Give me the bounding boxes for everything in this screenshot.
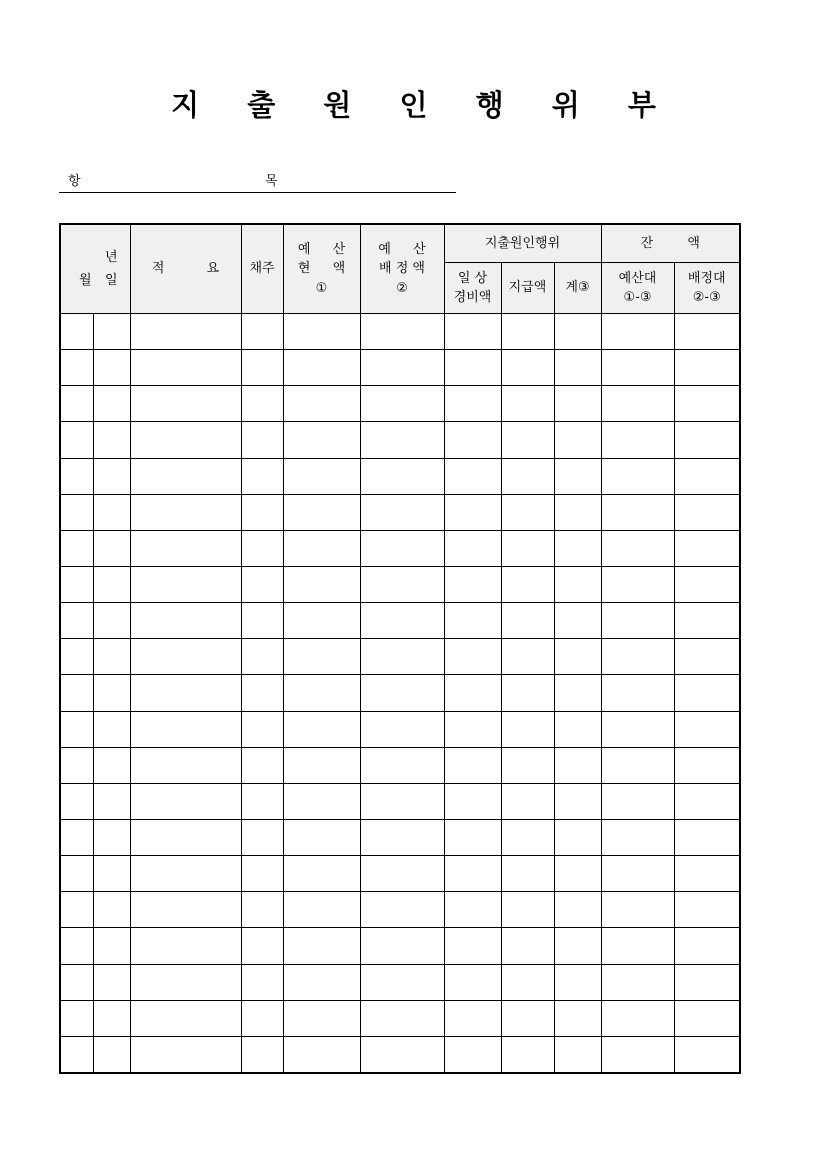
table-row [60, 928, 740, 964]
table-row [60, 964, 740, 1000]
day-cell[interactable] [93, 530, 130, 566]
balance-budget-cell[interactable] [601, 1036, 674, 1073]
budget-current-cell[interactable] [283, 675, 360, 711]
daily-expense-cell[interactable] [444, 566, 501, 602]
payment-cell[interactable] [501, 458, 554, 494]
balance-budget-cell[interactable] [601, 819, 674, 855]
summary-cell[interactable] [130, 350, 241, 386]
day-cell[interactable] [93, 422, 130, 458]
total-cell[interactable] [554, 747, 601, 783]
payment-cell[interactable] [501, 892, 554, 928]
month-cell[interactable] [60, 350, 93, 386]
budget-current-cell[interactable] [283, 892, 360, 928]
creditor-cell[interactable] [241, 566, 283, 602]
budget-current-cell[interactable] [283, 422, 360, 458]
daily-expense-cell[interactable] [444, 928, 501, 964]
budget-current-cell[interactable] [283, 314, 360, 350]
table-row [60, 314, 740, 350]
balance-allocation-cell[interactable] [674, 892, 740, 928]
budget-current-cell[interactable] [283, 711, 360, 747]
document-title: 지 출 원 인 행 위 부 [171, 88, 675, 122]
summary-cell[interactable] [130, 386, 241, 422]
payment-cell[interactable] [501, 422, 554, 458]
day-cell[interactable] [93, 856, 130, 892]
payment-cell[interactable] [501, 530, 554, 566]
summary-cell[interactable] [130, 603, 241, 639]
total-cell[interactable] [554, 783, 601, 819]
payment-cell[interactable] [501, 639, 554, 675]
budget-allocated-cell[interactable] [360, 386, 444, 422]
header-creditor: 채주 [241, 224, 283, 314]
daily-expense-cell[interactable] [444, 783, 501, 819]
header-budget-current: 예 산 현 액 ① [283, 224, 360, 314]
creditor-cell[interactable] [241, 350, 283, 386]
budget-current-cell[interactable] [283, 350, 360, 386]
balance-budget-cell[interactable] [601, 603, 674, 639]
creditor-cell[interactable] [241, 422, 283, 458]
summary-cell[interactable] [130, 964, 241, 1000]
creditor-cell[interactable] [241, 494, 283, 530]
creditor-cell[interactable] [241, 928, 283, 964]
balance-budget-cell[interactable] [601, 747, 674, 783]
month-cell[interactable] [60, 711, 93, 747]
day-cell[interactable] [93, 566, 130, 602]
daily-expense-cell[interactable] [444, 639, 501, 675]
creditor-cell[interactable] [241, 856, 283, 892]
creditor-cell[interactable] [241, 819, 283, 855]
summary-cell[interactable] [130, 639, 241, 675]
budget-allocated-cell[interactable] [360, 639, 444, 675]
budget-current-cell[interactable] [283, 1000, 360, 1036]
daily-expense-cell[interactable] [444, 494, 501, 530]
budget-allocated-cell[interactable] [360, 856, 444, 892]
summary-cell[interactable] [130, 566, 241, 602]
total-cell[interactable] [554, 675, 601, 711]
balance-budget-cell[interactable] [601, 711, 674, 747]
balance-budget-cell[interactable] [601, 386, 674, 422]
table-row [60, 350, 740, 386]
daily-expense-cell[interactable] [444, 386, 501, 422]
day-cell[interactable] [93, 1036, 130, 1073]
summary-cell[interactable] [130, 711, 241, 747]
daily-expense-cell[interactable] [444, 892, 501, 928]
balance-budget-cell[interactable] [601, 675, 674, 711]
table-row [60, 422, 740, 458]
budget-allocated-cell[interactable] [360, 928, 444, 964]
payment-cell[interactable] [501, 856, 554, 892]
daily-expense-cell[interactable] [444, 422, 501, 458]
summary-cell[interactable] [130, 783, 241, 819]
day-cell[interactable] [93, 603, 130, 639]
balance-allocation-cell[interactable] [674, 350, 740, 386]
creditor-cell[interactable] [241, 314, 283, 350]
payment-cell[interactable] [501, 819, 554, 855]
daily-expense-cell[interactable] [444, 964, 501, 1000]
balance-budget-cell[interactable] [601, 566, 674, 602]
daily-expense-cell[interactable] [444, 1000, 501, 1036]
month-cell[interactable] [60, 747, 93, 783]
budget-allocated-cell[interactable] [360, 314, 444, 350]
header-summary: 적 요 [130, 224, 241, 314]
table-row [60, 892, 740, 928]
daily-expense-cell[interactable] [444, 1036, 501, 1073]
budget-current-cell[interactable] [283, 639, 360, 675]
creditor-cell[interactable] [241, 964, 283, 1000]
budget-allocated-cell[interactable] [360, 964, 444, 1000]
daily-expense-cell[interactable] [444, 314, 501, 350]
hang-mok-line [59, 164, 456, 193]
balance-budget-cell[interactable] [601, 350, 674, 386]
total-cell[interactable] [554, 530, 601, 566]
budget-current-cell[interactable] [283, 386, 360, 422]
creditor-cell[interactable] [241, 783, 283, 819]
budget-allocated-cell[interactable] [360, 892, 444, 928]
total-cell[interactable] [554, 350, 601, 386]
budget-current-cell[interactable] [283, 928, 360, 964]
balance-allocation-cell[interactable] [674, 603, 740, 639]
balance-budget-cell[interactable] [601, 314, 674, 350]
balance-allocation-cell[interactable] [674, 422, 740, 458]
day-cell[interactable] [93, 494, 130, 530]
month-cell[interactable] [60, 819, 93, 855]
day-cell[interactable] [93, 350, 130, 386]
daily-expense-cell[interactable] [444, 458, 501, 494]
header-budget-allocated: 예 산 배 정 액 ② [360, 224, 444, 314]
table-row [60, 675, 740, 711]
table-row [60, 530, 740, 566]
summary-cell[interactable] [130, 1000, 241, 1036]
payment-cell[interactable] [501, 1036, 554, 1073]
day-cell[interactable] [93, 747, 130, 783]
day-cell[interactable] [93, 783, 130, 819]
balance-allocation-cell[interactable] [674, 314, 740, 350]
month-cell[interactable] [60, 1036, 93, 1073]
creditor-cell[interactable] [241, 892, 283, 928]
payment-cell[interactable] [501, 603, 554, 639]
budget-current-cell[interactable] [283, 530, 360, 566]
table-row [60, 856, 740, 892]
payment-cell[interactable] [501, 494, 554, 530]
balance-allocation-cell[interactable] [674, 566, 740, 602]
budget-allocated-cell[interactable] [360, 1000, 444, 1036]
payment-cell[interactable] [501, 964, 554, 1000]
header-date [60, 224, 130, 314]
total-cell[interactable] [554, 928, 601, 964]
summary-cell[interactable] [130, 856, 241, 892]
payment-cell[interactable] [501, 566, 554, 602]
payment-cell[interactable] [501, 314, 554, 350]
daily-expense-cell[interactable] [444, 711, 501, 747]
total-cell[interactable] [554, 711, 601, 747]
total-cell[interactable] [554, 1000, 601, 1036]
daily-expense-cell[interactable] [444, 603, 501, 639]
payment-cell[interactable] [501, 747, 554, 783]
balance-allocation-cell[interactable] [674, 639, 740, 675]
total-cell[interactable] [554, 458, 601, 494]
table-row [60, 819, 740, 855]
balance-allocation-cell[interactable] [674, 928, 740, 964]
table-row [60, 458, 740, 494]
hang-label: 항 [68, 174, 81, 189]
balance-allocation-cell[interactable] [674, 1036, 740, 1073]
header-day: 일 [104, 272, 118, 288]
table-row [60, 639, 740, 675]
budget-current-cell[interactable] [283, 783, 360, 819]
balance-budget-cell[interactable] [601, 422, 674, 458]
balance-allocation-cell[interactable] [674, 964, 740, 1000]
budget-current-cell[interactable] [283, 964, 360, 1000]
balance-allocation-cell[interactable] [674, 458, 740, 494]
day-cell[interactable] [93, 386, 130, 422]
total-cell[interactable] [554, 639, 601, 675]
table-row [60, 711, 740, 747]
total-cell[interactable] [554, 422, 601, 458]
month-cell[interactable] [60, 458, 93, 494]
creditor-cell[interactable] [241, 458, 283, 494]
summary-cell[interactable] [130, 422, 241, 458]
table-row [60, 747, 740, 783]
day-cell[interactable] [93, 892, 130, 928]
balance-allocation-cell[interactable] [674, 386, 740, 422]
summary-cell[interactable] [130, 530, 241, 566]
table-row [60, 783, 740, 819]
total-cell[interactable] [554, 314, 601, 350]
month-cell[interactable] [60, 964, 93, 1000]
budget-current-cell[interactable] [283, 603, 360, 639]
day-cell[interactable] [93, 675, 130, 711]
table-row [60, 386, 740, 422]
balance-allocation-cell[interactable] [674, 675, 740, 711]
month-cell[interactable] [60, 386, 93, 422]
summary-cell[interactable] [130, 494, 241, 530]
month-cell[interactable] [60, 928, 93, 964]
header-month: 월 [79, 272, 92, 288]
total-cell[interactable] [554, 964, 601, 1000]
summary-cell[interactable] [130, 819, 241, 855]
daily-expense-cell[interactable] [444, 747, 501, 783]
table-row [60, 1036, 740, 1073]
budget-allocated-cell[interactable] [360, 566, 444, 602]
month-cell[interactable] [60, 892, 93, 928]
balance-budget-cell[interactable] [601, 964, 674, 1000]
balance-budget-cell[interactable] [601, 1000, 674, 1036]
balance-budget-cell[interactable] [601, 639, 674, 675]
creditor-cell[interactable] [241, 675, 283, 711]
day-cell[interactable] [93, 928, 130, 964]
balance-allocation-cell[interactable] [674, 711, 740, 747]
total-cell[interactable] [554, 892, 601, 928]
header-balance-group: 잔 액 [601, 224, 740, 263]
creditor-cell[interactable] [241, 1000, 283, 1036]
month-cell[interactable] [60, 530, 93, 566]
balance-budget-cell[interactable] [601, 856, 674, 892]
day-cell[interactable] [93, 639, 130, 675]
payment-cell[interactable] [501, 783, 554, 819]
month-cell[interactable] [60, 566, 93, 602]
budget-allocated-cell[interactable] [360, 675, 444, 711]
creditor-cell[interactable] [241, 747, 283, 783]
month-cell[interactable] [60, 314, 93, 350]
payment-cell[interactable] [501, 386, 554, 422]
month-cell[interactable] [60, 639, 93, 675]
budget-current-cell[interactable] [283, 856, 360, 892]
budget-allocated-cell[interactable] [360, 350, 444, 386]
budget-allocated-cell[interactable] [360, 819, 444, 855]
creditor-cell[interactable] [241, 603, 283, 639]
creditor-cell[interactable] [241, 1036, 283, 1073]
summary-cell[interactable] [130, 892, 241, 928]
table-row [60, 1000, 740, 1036]
month-cell[interactable] [60, 783, 93, 819]
table-row [60, 603, 740, 639]
month-cell[interactable] [60, 603, 93, 639]
daily-expense-cell[interactable] [444, 530, 501, 566]
budget-allocated-cell[interactable] [360, 711, 444, 747]
budget-current-cell[interactable] [283, 747, 360, 783]
budget-current-cell[interactable] [283, 494, 360, 530]
payment-cell[interactable] [501, 350, 554, 386]
day-cell[interactable] [93, 1000, 130, 1036]
creditor-cell[interactable] [241, 386, 283, 422]
summary-cell[interactable] [130, 928, 241, 964]
budget-allocated-cell[interactable] [360, 747, 444, 783]
balance-budget-cell[interactable] [601, 458, 674, 494]
month-cell[interactable] [60, 494, 93, 530]
balance-allocation-cell[interactable] [674, 747, 740, 783]
table-row [60, 566, 740, 602]
header-vs-allocation: 배정대 ②-③ [674, 263, 740, 314]
header-payment: 지급액 [501, 263, 554, 314]
budget-current-cell[interactable] [283, 1036, 360, 1073]
budget-allocated-cell[interactable] [360, 530, 444, 566]
payment-cell[interactable] [501, 1000, 554, 1036]
header-year: 년 [104, 250, 118, 265]
summary-cell[interactable] [130, 747, 241, 783]
total-cell[interactable] [554, 1036, 601, 1073]
budget-allocated-cell[interactable] [360, 603, 444, 639]
creditor-cell[interactable] [241, 639, 283, 675]
summary-cell[interactable] [130, 458, 241, 494]
total-cell[interactable] [554, 494, 601, 530]
header-expenditure-group: 지출원인행위 [444, 224, 601, 263]
creditor-cell[interactable] [241, 711, 283, 747]
day-cell[interactable] [93, 314, 130, 350]
summary-cell[interactable] [130, 1036, 241, 1073]
payment-cell[interactable] [501, 928, 554, 964]
header-total: 계③ [554, 263, 601, 314]
day-cell[interactable] [93, 458, 130, 494]
balance-allocation-cell[interactable] [674, 1000, 740, 1036]
balance-budget-cell[interactable] [601, 783, 674, 819]
balance-allocation-cell[interactable] [674, 856, 740, 892]
budget-current-cell[interactable] [283, 819, 360, 855]
total-cell[interactable] [554, 566, 601, 602]
balance-allocation-cell[interactable] [674, 783, 740, 819]
total-cell[interactable] [554, 856, 601, 892]
summary-cell[interactable] [130, 314, 241, 350]
payment-cell[interactable] [501, 675, 554, 711]
summary-cell[interactable] [130, 675, 241, 711]
balance-allocation-cell[interactable] [674, 530, 740, 566]
mok-label: 목 [265, 174, 278, 189]
day-cell[interactable] [93, 711, 130, 747]
balance-allocation-cell[interactable] [674, 819, 740, 855]
daily-expense-cell[interactable] [444, 675, 501, 711]
budget-current-cell[interactable] [283, 458, 360, 494]
balance-budget-cell[interactable] [601, 928, 674, 964]
month-cell[interactable] [60, 856, 93, 892]
table-row [60, 494, 740, 530]
daily-expense-cell[interactable] [444, 819, 501, 855]
total-cell[interactable] [554, 819, 601, 855]
total-cell[interactable] [554, 386, 601, 422]
day-cell[interactable] [93, 819, 130, 855]
daily-expense-cell[interactable] [444, 350, 501, 386]
budget-allocated-cell[interactable] [360, 783, 444, 819]
payment-cell[interactable] [501, 711, 554, 747]
header-vs-budget: 예산대 ①-③ [601, 263, 674, 314]
balance-budget-cell[interactable] [601, 530, 674, 566]
daily-expense-cell[interactable] [444, 856, 501, 892]
balance-allocation-cell[interactable] [674, 494, 740, 530]
balance-budget-cell[interactable] [601, 494, 674, 530]
total-cell[interactable] [554, 603, 601, 639]
balance-budget-cell[interactable] [601, 892, 674, 928]
creditor-cell[interactable] [241, 530, 283, 566]
ledger-body [60, 314, 740, 1074]
budget-allocated-cell[interactable] [360, 1036, 444, 1073]
budget-current-cell[interactable] [283, 566, 360, 602]
budget-allocated-cell[interactable] [360, 458, 444, 494]
ledger-table [59, 223, 741, 1074]
budget-allocated-cell[interactable] [360, 494, 444, 530]
month-cell[interactable] [60, 675, 93, 711]
day-cell[interactable] [93, 964, 130, 1000]
month-cell[interactable] [60, 1000, 93, 1036]
budget-allocated-cell[interactable] [360, 422, 444, 458]
month-cell[interactable] [60, 422, 93, 458]
header-daily-expense: 일 상 경비액 [444, 263, 501, 314]
